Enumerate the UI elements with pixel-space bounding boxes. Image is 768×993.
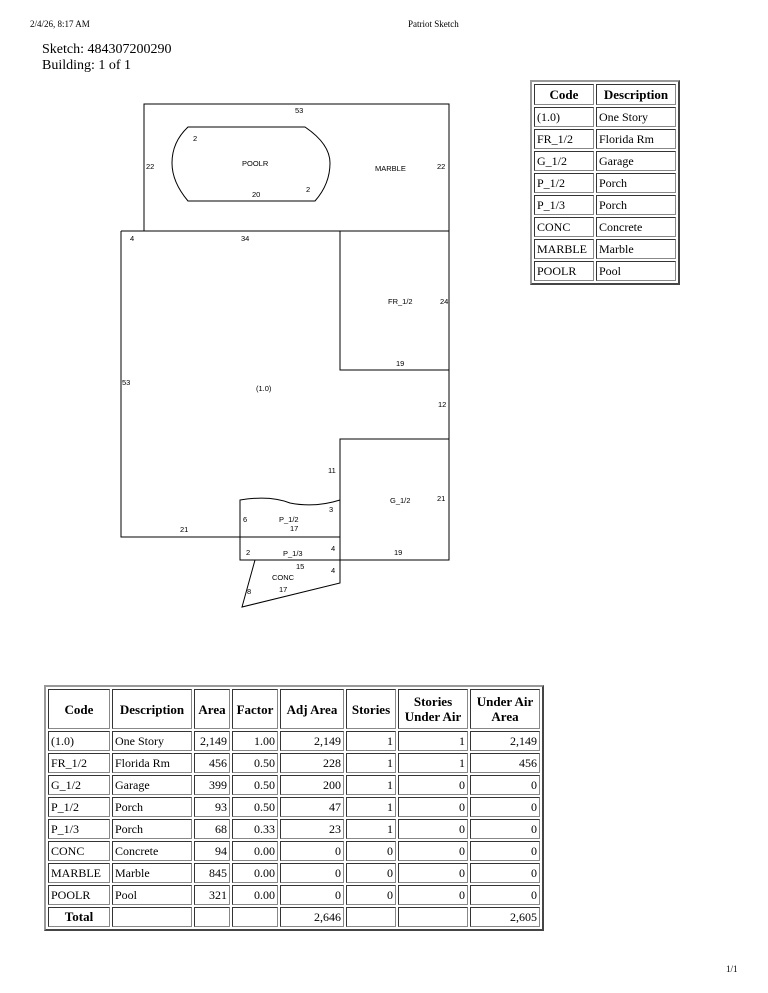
- page-number: 1/1: [726, 964, 738, 974]
- dim-label: 21: [180, 525, 189, 534]
- dim-label: 4: [130, 234, 135, 243]
- cell-under-air-area: 2,149: [470, 731, 540, 751]
- cell-stories-under-air: 1: [398, 731, 468, 751]
- legend-row: [534, 195, 676, 215]
- sketch-id: Sketch: 484307200290: [42, 42, 172, 57]
- legend-description: Pool: [596, 261, 676, 281]
- legend-code: MARBLE: [534, 239, 594, 259]
- dim-label: 34: [241, 234, 250, 243]
- building-count: Building: 1 of 1: [42, 58, 132, 73]
- summary-row: [48, 731, 540, 751]
- concrete-outline: [242, 560, 340, 607]
- legend-description: Garage: [596, 151, 676, 171]
- cell-area: 845: [194, 863, 230, 883]
- cell-area: 456: [194, 753, 230, 773]
- cell-description: Pool: [112, 885, 192, 905]
- cell-factor: 0.50: [232, 797, 278, 817]
- cell-stories-under-air: 0: [398, 841, 468, 861]
- legend-description: One Story: [596, 107, 676, 127]
- cell-code: P_1/3: [48, 819, 110, 839]
- label-poolr: POOLR: [242, 159, 269, 168]
- legend-code: CONC: [534, 217, 594, 237]
- dim-label: 8: [247, 587, 252, 596]
- dim-label: 19: [394, 548, 403, 557]
- cell-area: 321: [194, 885, 230, 905]
- cell-code: P_1/2: [48, 797, 110, 817]
- cell-stories: 0: [346, 863, 396, 883]
- cell-stories: 0: [346, 841, 396, 861]
- cell-area: 94: [194, 841, 230, 861]
- dim-label: 2: [306, 185, 311, 194]
- legend-row: [534, 261, 676, 281]
- total-empty: [346, 907, 396, 927]
- label-one-story: (1.0): [256, 384, 272, 393]
- cell-adj-area: 2,149: [280, 731, 344, 751]
- cell-area: 399: [194, 775, 230, 795]
- dim-label: 17: [279, 585, 288, 594]
- cell-stories-under-air: 0: [398, 863, 468, 883]
- cell-adj-area: 47: [280, 797, 344, 817]
- summary-row: [48, 885, 540, 905]
- dim-label: 2: [193, 134, 198, 143]
- summary-row: [48, 753, 540, 773]
- cell-under-air-area: 0: [470, 885, 540, 905]
- cell-stories: 1: [346, 797, 396, 817]
- cell-stories-under-air: 0: [398, 819, 468, 839]
- cell-description: Porch: [112, 797, 192, 817]
- cell-code: FR_1/2: [48, 753, 110, 773]
- label-florida-room: FR_1/2: [388, 297, 413, 306]
- header-factor: Factor: [232, 689, 278, 729]
- legend-code: G_1/2: [534, 151, 594, 171]
- dim-label: 53: [122, 378, 131, 387]
- cell-adj-area: 23: [280, 819, 344, 839]
- header-adj-area: Adj Area: [280, 689, 344, 729]
- cell-code: (1.0): [48, 731, 110, 751]
- legend-description: Marble: [596, 239, 676, 259]
- summary-row: [48, 863, 540, 883]
- print-datetime: 2/4/26, 8:17 AM: [30, 19, 90, 29]
- dim-label: 6: [243, 515, 248, 524]
- label-porch-third: P_1/3: [283, 549, 303, 558]
- legend-row: [534, 239, 676, 259]
- dim-label: 2: [246, 548, 251, 557]
- cell-stories: 1: [346, 753, 396, 773]
- legend-description: Florida Rm: [596, 129, 676, 149]
- label-marble: MARBLE: [375, 164, 406, 173]
- cell-factor: 0.00: [232, 885, 278, 905]
- cell-stories: 1: [346, 731, 396, 751]
- dim-label: 19: [396, 359, 405, 368]
- summary-row: [48, 797, 540, 817]
- cell-stories: 0: [346, 885, 396, 905]
- cell-under-air-area: 0: [470, 819, 540, 839]
- dim-label: 4: [331, 544, 336, 553]
- cell-description: One Story: [112, 731, 192, 751]
- cell-factor: 0.50: [232, 753, 278, 773]
- cell-code: POOLR: [48, 885, 110, 905]
- cell-factor: 1.00: [232, 731, 278, 751]
- header-stories-under-air: Stories Under Air: [398, 689, 468, 729]
- dim-label: 20: [252, 190, 261, 199]
- cell-stories-under-air: 0: [398, 775, 468, 795]
- legend-code: (1.0): [534, 107, 594, 127]
- cell-code: G_1/2: [48, 775, 110, 795]
- legend-code: P_1/2: [534, 173, 594, 193]
- cell-under-air-area: 0: [470, 863, 540, 883]
- header-stories: Stories: [346, 689, 396, 729]
- legend-code: FR_1/2: [534, 129, 594, 149]
- dim-label: 15: [296, 562, 305, 571]
- total-empty: [232, 907, 278, 927]
- legend-description: Porch: [596, 195, 676, 215]
- cell-description: Marble: [112, 863, 192, 883]
- cell-under-air-area: 0: [470, 841, 540, 861]
- cell-under-air-area: 0: [470, 797, 540, 817]
- cell-factor: 0.00: [232, 841, 278, 861]
- cell-under-air-area: 456: [470, 753, 540, 773]
- total-empty: [194, 907, 230, 927]
- cell-stories-under-air: 1: [398, 753, 468, 773]
- total-empty: [398, 907, 468, 927]
- cell-code: MARBLE: [48, 863, 110, 883]
- cell-factor: 0.00: [232, 863, 278, 883]
- cell-factor: 0.50: [232, 775, 278, 795]
- header-area: Area: [194, 689, 230, 729]
- legend-row: [534, 173, 676, 193]
- area-summary-table: [44, 685, 544, 931]
- legend-row: [534, 107, 676, 127]
- cell-description: Concrete: [112, 841, 192, 861]
- cell-description: Florida Rm: [112, 753, 192, 773]
- header-under-air-area: Under Air Area: [470, 689, 540, 729]
- cell-stories-under-air: 0: [398, 885, 468, 905]
- legend-table: [530, 80, 680, 285]
- cell-area: 2,149: [194, 731, 230, 751]
- dim-label: 11: [328, 466, 336, 475]
- cell-adj-area: 0: [280, 863, 344, 883]
- cell-area: 93: [194, 797, 230, 817]
- page-title: Patriot Sketch: [408, 19, 459, 29]
- legend-row: [534, 151, 676, 171]
- dim-label: 12: [438, 400, 447, 409]
- dim-label: 21: [437, 494, 446, 503]
- legend-code: POOLR: [534, 261, 594, 281]
- cell-adj-area: 0: [280, 841, 344, 861]
- one-story-outline: [121, 231, 449, 537]
- total-under-air-area: 2,605: [470, 907, 540, 927]
- cell-description: Porch: [112, 819, 192, 839]
- total-label: Total: [48, 907, 110, 927]
- cell-under-air-area: 0: [470, 775, 540, 795]
- cell-description: Garage: [112, 775, 192, 795]
- summary-row: [48, 819, 540, 839]
- label-concrete: CONC: [272, 573, 295, 582]
- legend-row: [534, 217, 676, 237]
- summary-header-row: [48, 689, 540, 729]
- total-empty: [112, 907, 192, 927]
- cell-adj-area: 228: [280, 753, 344, 773]
- summary-total-row: [48, 907, 540, 927]
- cell-code: CONC: [48, 841, 110, 861]
- cell-area: 68: [194, 819, 230, 839]
- legend-header-code: Code: [534, 84, 594, 105]
- summary-row: [48, 841, 540, 861]
- summary-row: [48, 775, 540, 795]
- header-description: Description: [112, 689, 192, 729]
- dim-label: 22: [146, 162, 155, 171]
- cell-stories-under-air: 0: [398, 797, 468, 817]
- legend-header-row: [534, 84, 676, 105]
- legend-row: [534, 129, 676, 149]
- dim-label: 3: [329, 505, 334, 514]
- cell-stories: 1: [346, 819, 396, 839]
- cell-factor: 0.33: [232, 819, 278, 839]
- dim-label: 53: [295, 106, 304, 115]
- legend-code: P_1/3: [534, 195, 594, 215]
- legend-description: Concrete: [596, 217, 676, 237]
- dim-label: 17: [290, 524, 299, 533]
- label-porch-half: P_1/2: [279, 515, 299, 524]
- legend-header-description: Description: [596, 84, 676, 105]
- cell-stories: 1: [346, 775, 396, 795]
- legend-description: Porch: [596, 173, 676, 193]
- total-adj-area: 2,646: [280, 907, 344, 927]
- dim-label: 24: [440, 297, 449, 306]
- label-garage: G_1/2: [390, 496, 411, 505]
- dim-label: 22: [437, 162, 446, 171]
- cell-adj-area: 200: [280, 775, 344, 795]
- cell-adj-area: 0: [280, 885, 344, 905]
- header-code: Code: [48, 689, 110, 729]
- dim-label: 4: [331, 566, 336, 575]
